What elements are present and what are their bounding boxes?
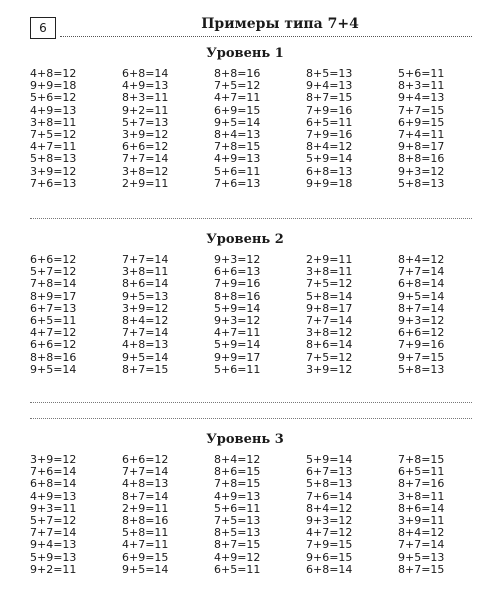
example-expression: 7+9=16: [306, 103, 353, 117]
page-number: 6: [30, 17, 56, 39]
example-expression: 6+6=12: [30, 338, 77, 352]
example-expression: 2+9=11: [122, 176, 169, 190]
example-expression: 5+6=11: [214, 164, 261, 178]
example-expression: 8+4=12: [306, 501, 353, 515]
example-column: [398, 454, 490, 576]
example-expression: 8+7=14: [122, 489, 169, 503]
example-expression: 9+3=12: [214, 253, 261, 266]
example-expression: 8+4=12: [398, 253, 445, 266]
example-expression: 6+8=14: [30, 477, 77, 491]
example-expression: 8+6=15: [214, 465, 261, 479]
example-expression: 8+8=16: [214, 289, 261, 303]
example-expression: 8+4=12: [398, 526, 445, 540]
example-expression: 7+7=14: [398, 265, 445, 279]
example-expression: 6+5=11: [30, 313, 77, 327]
example-expression: 8+6=14: [122, 277, 169, 291]
example-expression: 4+7=12: [30, 326, 77, 340]
example-expression: 3+9=12: [306, 362, 353, 376]
example-expression: 7+9=15: [306, 538, 353, 552]
example-expression: 5+9=14: [306, 453, 353, 466]
example-expression: 4+9=13: [214, 152, 261, 166]
example-expression: 9+5=14: [122, 350, 169, 364]
example-expression: 4+8=12: [30, 67, 77, 80]
example-expression: 8+7=16: [398, 477, 445, 491]
example-expression: 7+7=15: [398, 103, 445, 117]
example-expression: 9+3=12: [214, 313, 261, 327]
level-1-section: [0, 46, 490, 190]
example-column: [122, 68, 214, 190]
answer-rule: [30, 402, 472, 403]
example-expression: 7+5=12: [306, 350, 353, 364]
example-expression: 7+5=13: [214, 513, 261, 527]
example-expression: 3+8=11: [30, 115, 77, 129]
example-expression: 8+8=16: [30, 350, 77, 364]
example-expression: 8+8=16: [122, 513, 169, 527]
example-column: [214, 68, 306, 190]
example-expression: 9+3=12: [306, 513, 353, 527]
example-expression: 5+8=13: [30, 152, 77, 166]
example-expression: 3+8=12: [306, 326, 353, 340]
example-expression: 5+8=13: [398, 362, 445, 376]
example-expression: 7+7=14: [122, 152, 169, 166]
example-expression: 5+6=11: [214, 362, 261, 376]
example-expression: 3+9=12: [122, 127, 169, 141]
level-2-section: [0, 232, 490, 376]
example-expression: 8+7=15: [122, 362, 169, 376]
example-expression: 7+9=16: [398, 338, 445, 352]
example-expression: 6+6=12: [122, 140, 169, 154]
example-expression: 6+8=14: [122, 67, 169, 80]
example-column: [398, 254, 490, 376]
example-expression: 4+9=13: [214, 489, 261, 503]
example-expression: 6+5=11: [306, 115, 353, 129]
example-expression: 5+6=12: [30, 91, 77, 105]
example-expression: 2+9=11: [306, 253, 353, 266]
example-expression: 5+7=13: [122, 115, 169, 129]
example-expression: 8+4=12: [306, 140, 353, 154]
example-expression: 7+9=16: [306, 127, 353, 141]
example-expression: 4+7=11: [30, 140, 77, 154]
example-expression: 9+3=12: [398, 313, 445, 327]
example-expression: 7+5=12: [30, 127, 77, 141]
example-expression: 9+9=17: [214, 350, 261, 364]
example-column: [0, 454, 122, 576]
example-expression: 4+7=11: [122, 538, 169, 552]
example-expression: 4+9=13: [122, 79, 169, 93]
example-expression: 6+8=14: [306, 562, 353, 576]
example-expression: 6+9=15: [122, 550, 169, 564]
example-column: [306, 454, 398, 576]
example-expression: 5+8=11: [122, 526, 169, 540]
example-expression: 8+7=15: [306, 91, 353, 105]
example-column: [398, 68, 490, 190]
answer-rule: [30, 418, 472, 419]
example-expression: 7+5=12: [306, 277, 353, 291]
example-column: [122, 454, 214, 576]
example-expression: 4+7=11: [214, 326, 261, 340]
example-expression: 8+4=12: [214, 453, 261, 466]
example-expression: 7+8=15: [214, 477, 261, 491]
example-expression: 4+7=12: [306, 526, 353, 540]
example-expression: 6+6=12: [398, 326, 445, 340]
example-expression: 4+8=13: [122, 338, 169, 352]
example-expression: 8+4=13: [214, 127, 261, 141]
example-expression: 7+7=14: [30, 526, 77, 540]
example-expression: 7+6=14: [306, 489, 353, 503]
example-expression: 3+9=11: [398, 513, 445, 527]
example-expression: 7+6=13: [214, 176, 261, 190]
example-expression: 7+7=14: [122, 326, 169, 340]
example-expression: 6+7=13: [306, 465, 353, 479]
example-expression: 7+8=15: [398, 453, 445, 466]
example-expression: 7+8=15: [214, 140, 261, 154]
level-3-section: [0, 432, 490, 576]
example-expression: 6+5=11: [398, 465, 445, 479]
example-expression: 9+5=13: [122, 289, 169, 303]
example-expression: 4+9=13: [30, 103, 77, 117]
example-expression: 5+8=13: [306, 477, 353, 491]
example-expression: 9+5=14: [30, 362, 77, 376]
example-expression: 6+6=12: [30, 253, 77, 266]
example-expression: 9+5=14: [214, 115, 261, 129]
example-expression: 5+9=14: [214, 338, 261, 352]
example-expression: 8+4=12: [122, 313, 169, 327]
example-expression: 9+4=13: [398, 91, 445, 105]
level-2-columns: [0, 254, 490, 376]
example-expression: 7+7=14: [398, 538, 445, 552]
example-expression: 6+6=13: [214, 265, 261, 279]
example-expression: 8+3=11: [398, 79, 445, 93]
example-expression: 7+5=12: [214, 79, 261, 93]
example-expression: 9+4=13: [30, 538, 77, 552]
example-expression: 6+8=13: [306, 164, 353, 178]
example-expression: 3+9=12: [30, 164, 77, 178]
example-column: [122, 254, 214, 376]
example-expression: 4+9=13: [30, 489, 77, 503]
example-expression: 3+8=11: [398, 489, 445, 503]
example-column: [0, 254, 122, 376]
example-expression: 7+7=14: [306, 313, 353, 327]
example-expression: 6+6=12: [122, 453, 169, 466]
example-expression: 3+8=11: [122, 265, 169, 279]
example-expression: 3+8=11: [306, 265, 353, 279]
example-column: [214, 454, 306, 576]
example-expression: 7+7=14: [122, 253, 169, 266]
example-expression: 9+6=15: [306, 550, 353, 564]
example-expression: 9+9=18: [30, 79, 77, 93]
level-1-columns: [0, 68, 490, 190]
example-expression: 5+9=13: [30, 550, 77, 564]
example-expression: 2+9=11: [122, 501, 169, 515]
example-expression: 8+7=14: [398, 301, 445, 315]
level-title: Уровень 3: [206, 432, 284, 447]
example-expression: 9+9=18: [306, 176, 353, 190]
example-expression: 9+4=13: [306, 79, 353, 93]
example-expression: 5+6=11: [214, 501, 261, 515]
example-expression: 5+6=11: [398, 67, 445, 80]
example-expression: 6+7=13: [30, 301, 77, 315]
example-expression: 9+2=11: [122, 103, 169, 117]
example-expression: 8+9=17: [30, 289, 77, 303]
example-expression: 5+7=12: [30, 513, 77, 527]
example-expression: 7+6=14: [30, 465, 77, 479]
example-expression: 7+9=16: [214, 277, 261, 291]
example-expression: 8+8=16: [398, 152, 445, 166]
example-expression: 8+6=14: [306, 338, 353, 352]
example-expression: 5+7=12: [30, 265, 77, 279]
level-3-columns: [0, 454, 490, 576]
example-expression: 9+3=11: [30, 501, 77, 515]
example-expression: 3+8=12: [122, 164, 169, 178]
example-expression: 3+9=12: [30, 453, 77, 466]
example-expression: 9+5=14: [122, 562, 169, 576]
example-expression: 9+5=14: [398, 289, 445, 303]
example-expression: 5+8=13: [398, 176, 445, 190]
example-column: [0, 68, 122, 190]
example-expression: 4+8=13: [122, 477, 169, 491]
example-expression: 5+8=14: [306, 289, 353, 303]
example-expression: 9+5=13: [398, 550, 445, 564]
example-expression: 6+8=14: [398, 277, 445, 291]
example-expression: 8+5=13: [214, 526, 261, 540]
example-expression: 8+5=13: [306, 67, 353, 80]
example-expression: 9+8=17: [306, 301, 353, 315]
example-expression: 6+9=15: [214, 103, 261, 117]
example-expression: 9+3=12: [398, 164, 445, 178]
example-expression: 9+8=17: [398, 140, 445, 154]
answer-rule: [30, 218, 472, 219]
example-expression: 6+5=11: [214, 562, 261, 576]
example-column: [306, 254, 398, 376]
header-rule: [60, 36, 472, 37]
example-expression: 8+7=15: [214, 538, 261, 552]
example-expression: 8+7=15: [398, 562, 445, 576]
page-title: Примеры типа 7+4: [201, 16, 359, 32]
example-expression: 5+9=14: [306, 152, 353, 166]
example-expression: 8+3=11: [122, 91, 169, 105]
example-expression: 4+9=12: [214, 550, 261, 564]
example-expression: 3+9=12: [122, 301, 169, 315]
example-expression: 9+2=11: [30, 562, 77, 576]
level-title: Уровень 1: [206, 46, 284, 61]
example-expression: 8+8=16: [214, 67, 261, 80]
example-expression: 5+9=14: [214, 301, 261, 315]
example-expression: 7+8=14: [30, 277, 77, 291]
example-expression: 6+9=15: [398, 115, 445, 129]
example-expression: 9+7=15: [398, 350, 445, 364]
example-expression: 7+6=13: [30, 176, 77, 190]
level-title: Уровень 2: [206, 232, 284, 247]
example-column: [306, 68, 398, 190]
example-expression: 7+7=14: [122, 465, 169, 479]
example-expression: 7+4=11: [398, 127, 445, 141]
example-column: [214, 254, 306, 376]
example-expression: 4+7=11: [214, 91, 261, 105]
example-expression: 8+6=14: [398, 501, 445, 515]
